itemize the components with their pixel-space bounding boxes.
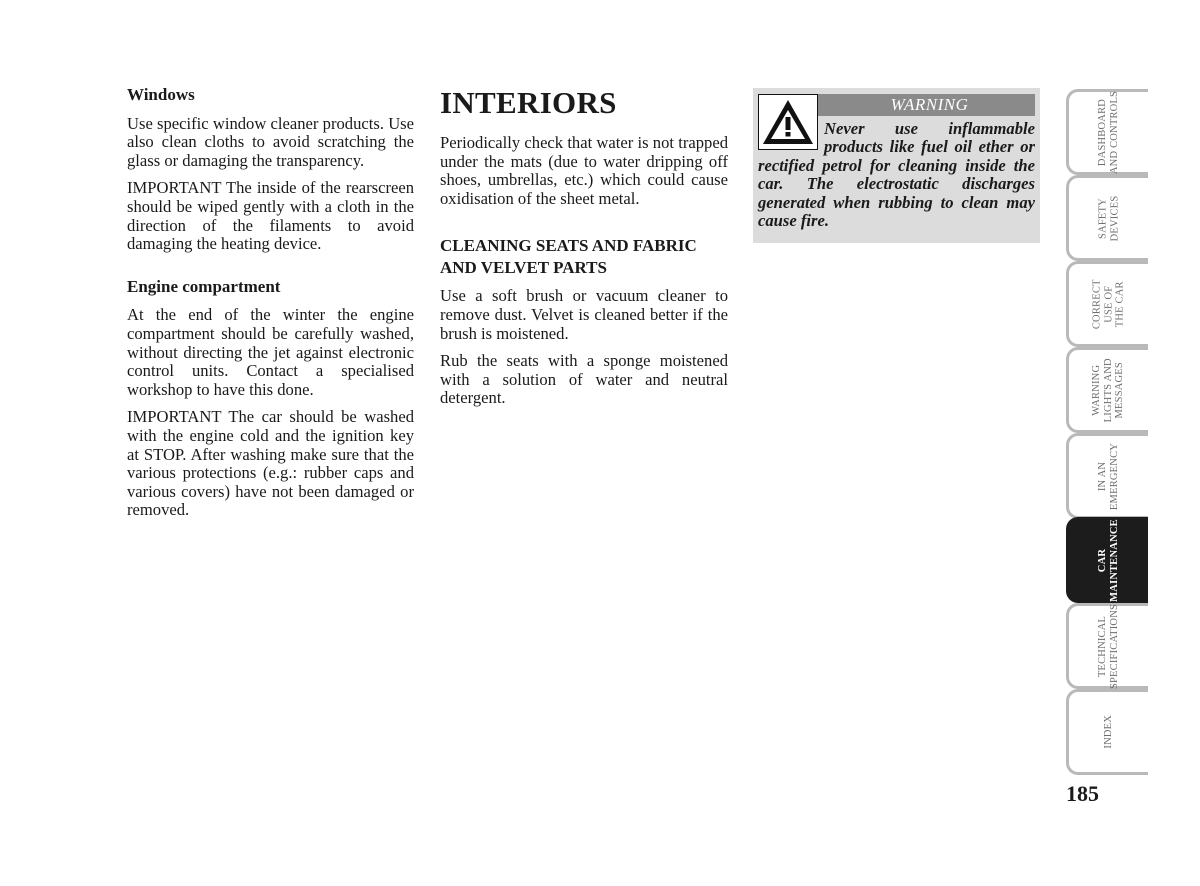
tab-in-an-emergency[interactable] <box>1066 433 1148 519</box>
middle-column <box>440 86 728 417</box>
cleaning-seats-heading: CLEANING SEATS AND FABRIC AND VELVET PARTS <box>440 236 697 278</box>
windows-paragraph-2: IMPORTANT The inside of the rearscreen should be wiped gently with a cloth in the direction of the filaments to avoid damaging the heating device. <box>127 178 414 254</box>
tab-label: DASHBOARD AND CONTROLS <box>1097 90 1120 174</box>
tab-index[interactable] <box>1066 689 1148 775</box>
tab-label: IN AN EMERGENCY <box>1096 442 1120 510</box>
warning-title: WARNING <box>758 94 1035 116</box>
left-column <box>127 86 414 529</box>
page-title: INTERIORS <box>440 85 617 120</box>
warning-text: Never use inflammable products like fuel oil ether or rectified petrol for cleaning inside the car. The electrostatic discharges generated when rubbing to clean may cause fire. <box>758 119 1035 231</box>
engine-paragraph-2: IMPORTANT The car should be washed with the engine cold and the ignition key at STOP. After washing make sure that the various protections (e.g.: rubber caps and various covers) have not been damaged or removed. <box>127 407 414 520</box>
warning-box <box>753 88 1040 243</box>
warning-triangle-icon <box>758 94 818 150</box>
engine-paragraph-1: At the end of the winter the engine compartment should be carefully washed, without directing the jet against electronic control units. Contact a specialised workshop to have this done. <box>127 305 414 399</box>
windows-paragraph-1: Use specific window cleaner products. Use also clean cloths to avoid scratching the glass or damaging the transparency. <box>127 113 414 170</box>
interiors-paragraph-1: Periodically check that water is not trapped under the mats (due to water dripping off shoes, umbrellas, etc.) which could cause oxidisation of the sheet metal. <box>440 133 728 208</box>
tab-warning-lights-and-messages[interactable] <box>1066 347 1148 433</box>
engine-compartment-heading: Engine compartment <box>127 276 281 296</box>
tab-label: INDEX <box>1102 715 1114 749</box>
tab-label: TECHNICAL SPECIFICATIONS <box>1097 603 1120 689</box>
tab-safety-devices[interactable] <box>1066 175 1148 261</box>
tab-label: SAFETY DEVICES <box>1096 195 1120 241</box>
tab-label: CORRECT USE OF THE CAR <box>1091 279 1126 329</box>
tab-label: CAR MAINTENANCE <box>1097 518 1120 602</box>
tab-label: WARNING LIGHTS AND MESSAGES <box>1091 357 1126 423</box>
tab-correct-use-of-the-car[interactable] <box>1066 261 1148 347</box>
tab-car-maintenance[interactable] <box>1066 517 1148 603</box>
windows-heading: Windows <box>127 85 195 104</box>
page-number: 185 <box>1066 781 1099 806</box>
interiors-paragraph-3: Rub the seats with a sponge moistened with a solution of water and neutral detergent. <box>440 351 728 408</box>
tab-dashboard-and-controls[interactable] <box>1066 89 1148 175</box>
interiors-paragraph-2: Use a soft brush or vacuum cleaner to remove dust. Velvet is cleaned better if the brush is moistened. <box>440 286 728 343</box>
tab-technical-specifications[interactable] <box>1066 603 1148 689</box>
